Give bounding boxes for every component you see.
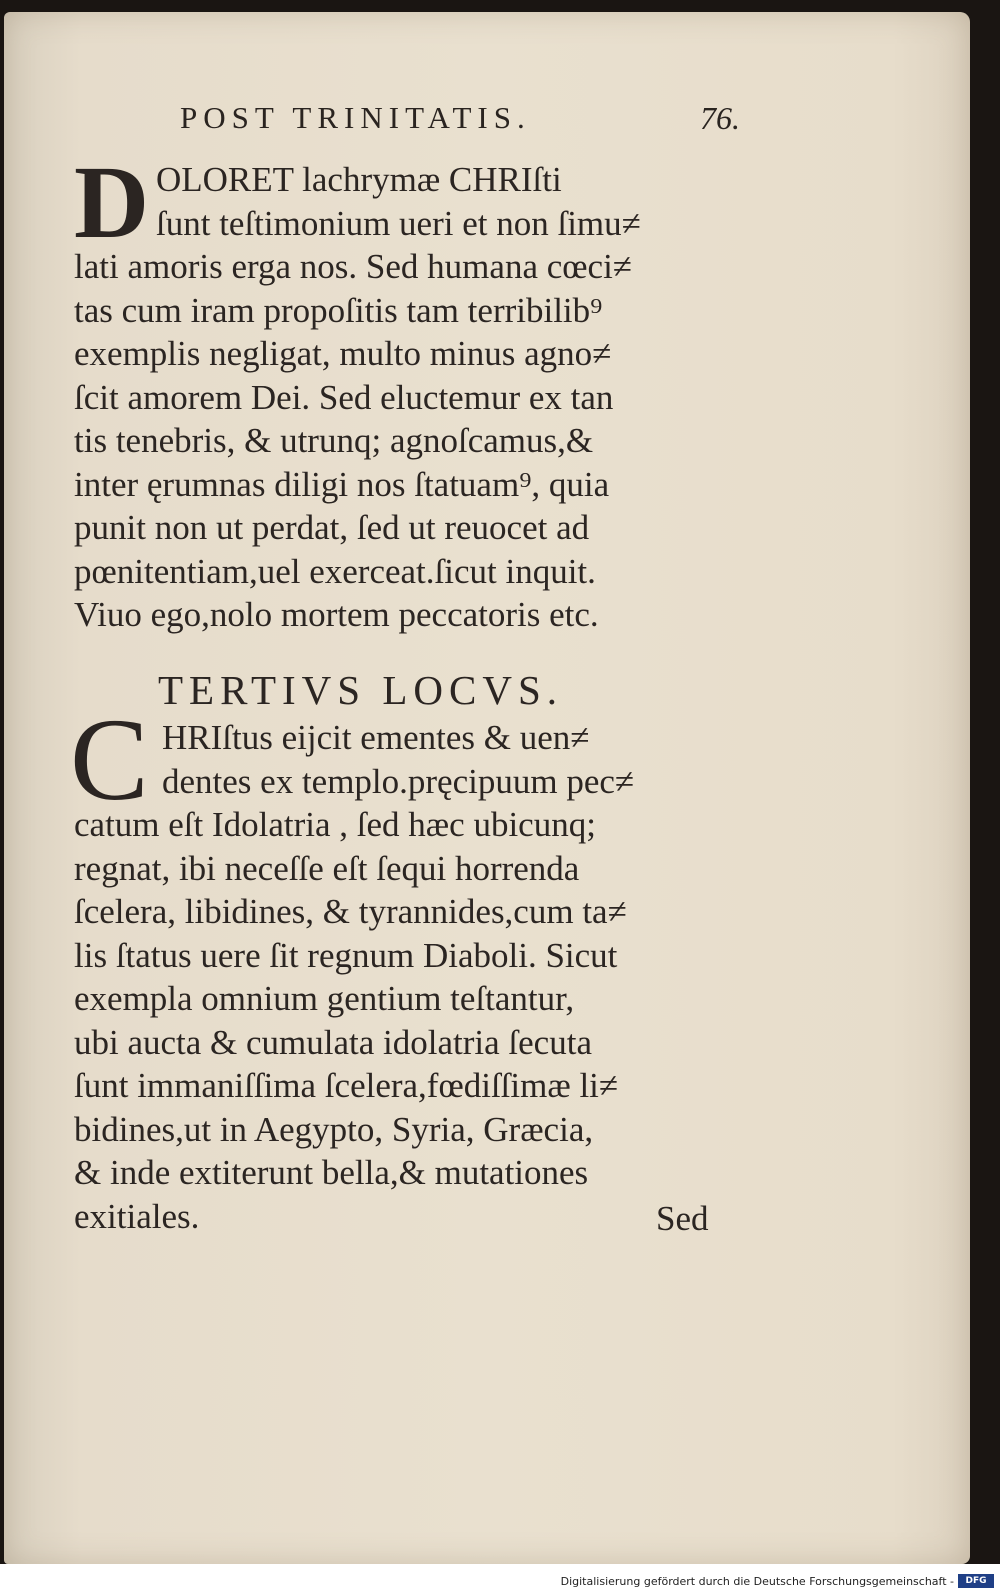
text-line: inter ęrumnas diligi nos ſtatuam⁹, quia — [74, 464, 610, 504]
running-header — [180, 100, 740, 144]
text-line: punit non ut perdat, ſed ut reuocet ad — [74, 508, 590, 547]
paragraph-1 — [74, 145, 734, 637]
text-line: exemplis negligat, multo minus agno≠ — [74, 334, 612, 373]
text-line: ubi aucta & cumulata idolatria ſecuta — [74, 1022, 592, 1062]
text-line: tas cum iram propoſitis tam terribilib⁹ — [74, 290, 603, 330]
section-heading: TERTIVS LOCVS. — [158, 667, 563, 713]
text-line: pœnitentiam,uel exerceat.ſicut inquit. — [74, 551, 596, 591]
text-line: HRIſtus eijcit ementes & uen≠ — [162, 718, 590, 757]
text-line: OLORET lachrymæ CHRIſti — [156, 160, 562, 199]
digitization-footer — [0, 1564, 1000, 1596]
catchword: Sed — [656, 1199, 709, 1238]
text-line: lati amoris erga nos. Sed humana cœci≠ — [74, 247, 633, 286]
text-line: ſcit amorem Dei. Sed eluctemur ex tan — [74, 377, 614, 417]
text-line: dentes ex templo.pręcipuum pec≠ — [162, 761, 635, 801]
text-line: ſunt teſtimonium ueri et non ſimu≠ — [156, 203, 641, 243]
funding-credit: Digitalisierung gefördert durch die Deutsche Forschungsgemeinschaft - — [560, 1575, 954, 1588]
text-line: exempla omnium gentium teſtantur, — [74, 979, 575, 1018]
text-line: regnat, ibi neceſſe eſt ſequi horrenda — [74, 848, 580, 888]
page-number: 76. — [700, 100, 740, 136]
dfg-logo-icon: DFG — [958, 1574, 994, 1588]
text-line: exitiales. — [74, 1196, 200, 1236]
text-line: tis tenebris, & utrunq; agnoſcamus,& — [74, 421, 594, 460]
text-line: bidines,ut in Aegypto, Syria, Græcia, — [74, 1109, 594, 1149]
running-title: POST TRINITATIS. — [180, 100, 531, 135]
drop-cap-d: D — [74, 145, 150, 260]
drop-cap-c: C — [70, 694, 149, 825]
text-line: catum eſt Idolatria , ſed hæc ubicunq; — [74, 805, 596, 844]
text-line: lis ſtatus uere ſit regnum Diaboli. Sicut — [74, 935, 618, 975]
text-line: & inde extiterunt bella,& mutationes — [74, 1153, 589, 1192]
paragraph-2 — [74, 716, 734, 1238]
text-line: ſunt immaniſſima ſcelera,fœdiſſimæ li≠ — [74, 1066, 619, 1105]
text-line: Viuo ego,nolo mortem peccatoris etc. — [74, 595, 599, 634]
text-line: ſcelera, libidines, & tyrannides,cum ta≠ — [74, 892, 627, 931]
